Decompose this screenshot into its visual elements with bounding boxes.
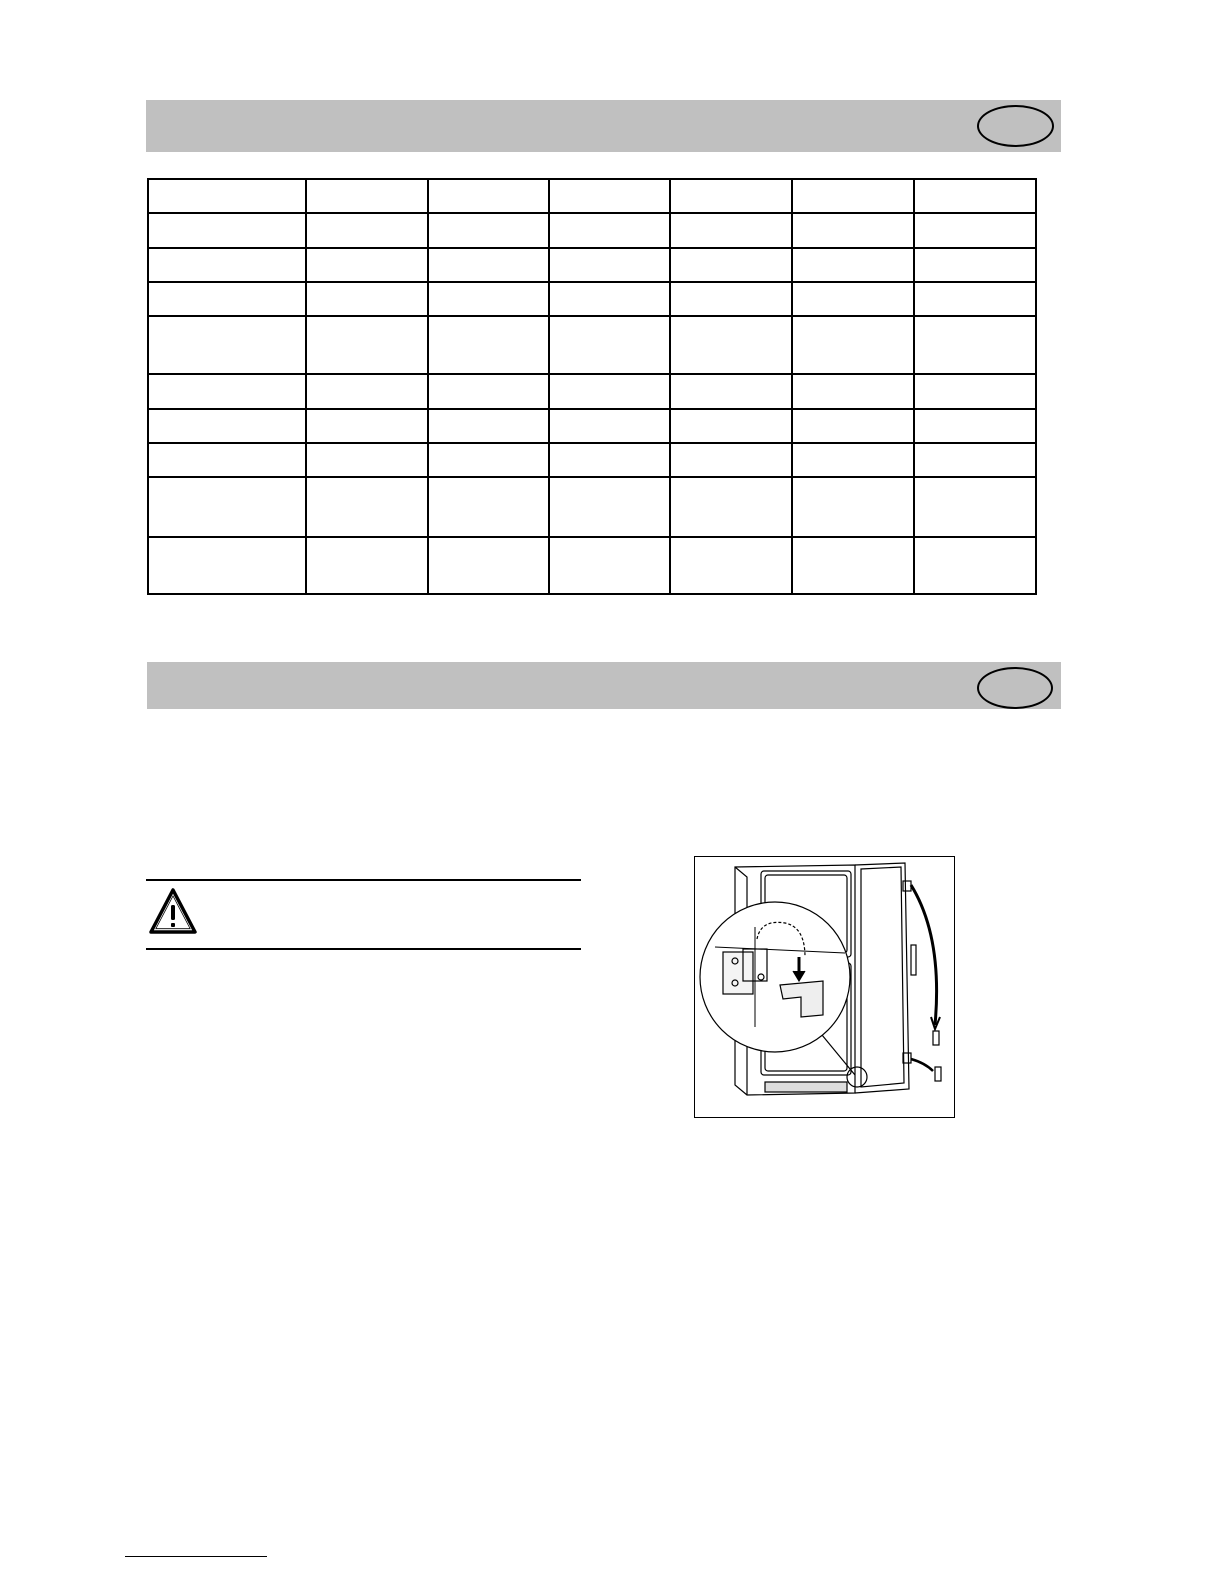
table-row <box>148 248 1036 282</box>
table-row <box>148 179 1036 213</box>
door-hinge-icon <box>695 857 953 1116</box>
table-row <box>148 537 1036 594</box>
warning-box <box>146 879 581 950</box>
table-cell <box>792 374 914 409</box>
table-cell <box>670 477 792 537</box>
door-hinge-diagram <box>694 856 955 1118</box>
table-cell <box>914 374 1036 409</box>
table-cell <box>670 248 792 282</box>
table-cell <box>670 282 792 316</box>
table-cell <box>148 316 306 374</box>
table-cell <box>914 248 1036 282</box>
footnote-rule <box>125 1556 267 1557</box>
table-cell <box>428 282 549 316</box>
table-cell <box>306 477 428 537</box>
table-cell <box>306 213 428 248</box>
table-cell <box>670 409 792 443</box>
table-cell <box>792 282 914 316</box>
table-row <box>148 443 1036 477</box>
table-cell <box>306 374 428 409</box>
table-cell <box>306 537 428 594</box>
table-row <box>148 477 1036 537</box>
table-cell <box>549 316 670 374</box>
section-header-bar <box>147 662 1061 709</box>
table-cell <box>428 316 549 374</box>
table-cell <box>306 282 428 316</box>
table-cell <box>914 316 1036 374</box>
table-cell <box>549 213 670 248</box>
table-cell <box>914 477 1036 537</box>
table-cell <box>549 282 670 316</box>
table-cell <box>306 443 428 477</box>
table-cell <box>428 477 549 537</box>
table-cell <box>792 213 914 248</box>
table-cell <box>549 179 670 213</box>
table-cell <box>792 537 914 594</box>
table-cell <box>428 374 549 409</box>
table-cell <box>549 248 670 282</box>
table-cell <box>428 213 549 248</box>
table-cell <box>792 443 914 477</box>
table-row <box>148 282 1036 316</box>
table-cell <box>670 374 792 409</box>
table-cell <box>428 179 549 213</box>
table-cell <box>549 409 670 443</box>
table-cell <box>428 537 549 594</box>
section-header-bar <box>146 100 1061 152</box>
specification-table <box>147 178 1037 595</box>
table-cell <box>306 409 428 443</box>
table-cell <box>428 409 549 443</box>
table-cell <box>148 179 306 213</box>
table-cell <box>914 179 1036 213</box>
table-cell <box>148 282 306 316</box>
table-row <box>148 409 1036 443</box>
table-row <box>148 374 1036 409</box>
table-cell <box>792 248 914 282</box>
table-cell <box>792 316 914 374</box>
table-cell <box>670 443 792 477</box>
table-cell <box>306 179 428 213</box>
table-cell <box>914 409 1036 443</box>
table-cell <box>549 374 670 409</box>
table-cell <box>148 374 306 409</box>
table-cell <box>670 537 792 594</box>
table-cell <box>670 179 792 213</box>
language-badge <box>977 667 1053 709</box>
table-cell <box>549 443 670 477</box>
table-row <box>148 213 1036 248</box>
table-cell <box>428 248 549 282</box>
table-cell <box>306 248 428 282</box>
table-cell <box>792 179 914 213</box>
table-cell <box>549 477 670 537</box>
table-cell <box>914 537 1036 594</box>
table-cell <box>914 213 1036 248</box>
table-row <box>148 316 1036 374</box>
table-cell <box>148 409 306 443</box>
table-cell <box>670 316 792 374</box>
table-cell <box>914 282 1036 316</box>
table-cell <box>792 409 914 443</box>
table-cell <box>549 537 670 594</box>
table-cell <box>148 537 306 594</box>
table-cell <box>148 477 306 537</box>
table-cell <box>914 443 1036 477</box>
table-cell <box>306 316 428 374</box>
table-cell <box>670 213 792 248</box>
table-cell <box>428 443 549 477</box>
table-cell <box>148 443 306 477</box>
warning-triangle-icon <box>148 887 198 937</box>
table-cell <box>148 248 306 282</box>
language-badge <box>977 105 1054 147</box>
table-cell <box>792 477 914 537</box>
table-cell <box>148 213 306 248</box>
